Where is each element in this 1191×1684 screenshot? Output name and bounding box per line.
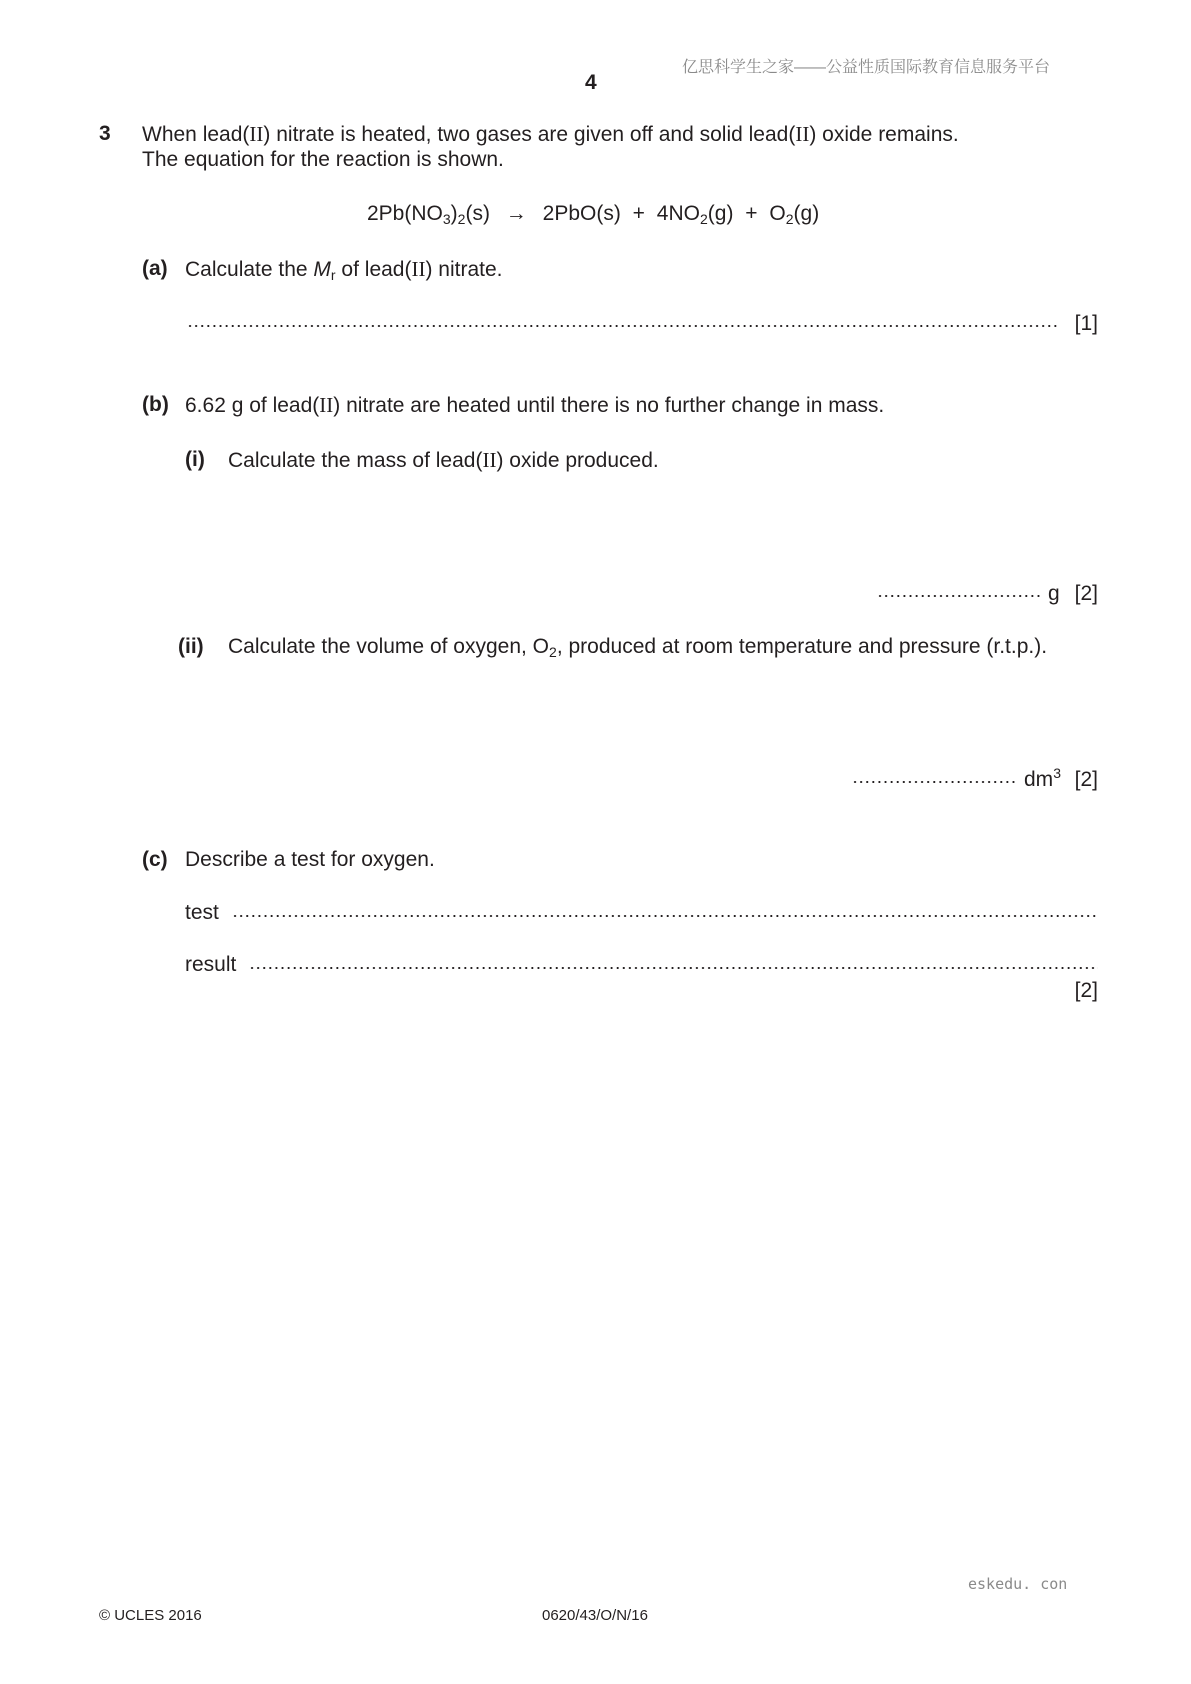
part-b-i-label: (i)	[185, 448, 205, 471]
part-a-marks: [1]	[1074, 312, 1098, 335]
part-c-marks: [2]	[1074, 979, 1098, 1002]
intro-text-c: ) oxide remains.	[809, 123, 959, 146]
footer-paper-code: 0620/43/O/N/16	[542, 1607, 648, 1624]
part-b-i-answer-line[interactable]	[877, 594, 1042, 598]
part-b-text-a: 6.62 g of lead(	[185, 394, 320, 417]
eq-term-1: 2Pb(NO	[367, 202, 443, 225]
part-a-answer-line[interactable]	[187, 324, 1058, 328]
part-c-question: Describe a test for oxygen.	[185, 848, 435, 871]
roman-two: II	[249, 122, 264, 146]
reaction-arrow: →	[505, 201, 527, 225]
eq-term-5: 4NO	[656, 202, 700, 225]
part-a-text-a: Calculate the	[185, 258, 314, 281]
footer-copyright: © UCLES 2016	[99, 1607, 202, 1624]
unit-cubed: 3	[1053, 765, 1061, 781]
page-number: 4	[585, 71, 597, 94]
question-number: 3	[99, 122, 111, 145]
eq-term-8: (g)	[793, 202, 820, 225]
part-b-ii-marks: [2]	[1074, 768, 1098, 791]
intro-text-a: When lead(	[142, 123, 250, 146]
part-a-text-b: of lead(	[335, 258, 412, 281]
eq-sub-7: 2	[785, 211, 794, 227]
intro-text-b: ) nitrate is heated, two gases are given off and solid lead(	[263, 123, 796, 146]
part-b-ii-question	[228, 634, 1047, 660]
part-b-label: (b)	[142, 393, 169, 416]
eq-term-2: )	[450, 202, 458, 225]
roman-two: II	[319, 393, 334, 417]
part-b-ii-text-b: , produced at room temperature and pressure (r.t.p.).	[556, 635, 1048, 658]
part-b-i-marks: [2]	[1074, 582, 1098, 605]
mr-subscript: r	[330, 267, 336, 283]
part-b-ii-text-a: Calculate the volume of oxygen, O	[228, 635, 550, 658]
eq-term-7: O	[769, 202, 786, 225]
watermark-bottom: eskedu. con	[968, 1575, 1068, 1593]
part-c-label: (c)	[142, 848, 168, 871]
eq-term-6: (g)	[707, 202, 734, 225]
eq-term-4: 2PbO(s)	[542, 202, 621, 225]
eq-term-3: (s)	[465, 202, 490, 225]
eq-sub-1: 3	[442, 211, 451, 227]
eq-sub-5: 2	[699, 211, 708, 227]
test-label: test	[185, 901, 219, 924]
part-b-i-text-b: ) oxide produced.	[496, 449, 659, 472]
mr-symbol: M	[313, 258, 331, 281]
eq-sub-2: 2	[457, 211, 466, 227]
watermark-top: 亿思科学生之家——公益性质国际教育信息服务平台	[682, 59, 1051, 76]
part-b-ii-answer-line[interactable]	[852, 780, 1017, 784]
unit-dm: dm	[1024, 768, 1054, 791]
part-b-text-b: ) nitrate are heated until there is no further change in mass.	[333, 394, 885, 417]
reaction-equation	[367, 200, 819, 227]
eq-plus-2: +	[745, 202, 758, 225]
roman-two: II	[411, 257, 426, 281]
roman-two: II	[795, 122, 810, 146]
test-answer-line[interactable]	[232, 914, 1098, 918]
o2-subscript: 2	[549, 644, 557, 660]
question-intro-line1	[142, 121, 959, 148]
part-b-i-text-a: Calculate the mass of lead(	[228, 449, 483, 472]
part-b-i-question	[228, 447, 659, 474]
part-a-question	[185, 256, 503, 283]
part-b-i-unit: g	[1048, 582, 1060, 605]
result-label: result	[185, 953, 237, 976]
roman-two: II	[482, 448, 497, 472]
part-a-text-c: ) nitrate.	[425, 258, 503, 281]
part-b-ii-label: (ii)	[178, 635, 204, 658]
eq-plus-1: +	[632, 202, 645, 225]
result-answer-line[interactable]	[249, 966, 1098, 970]
part-b-question	[185, 392, 884, 419]
question-intro-line2: The equation for the reaction is shown.	[142, 148, 504, 171]
part-a-label: (a)	[142, 257, 168, 280]
